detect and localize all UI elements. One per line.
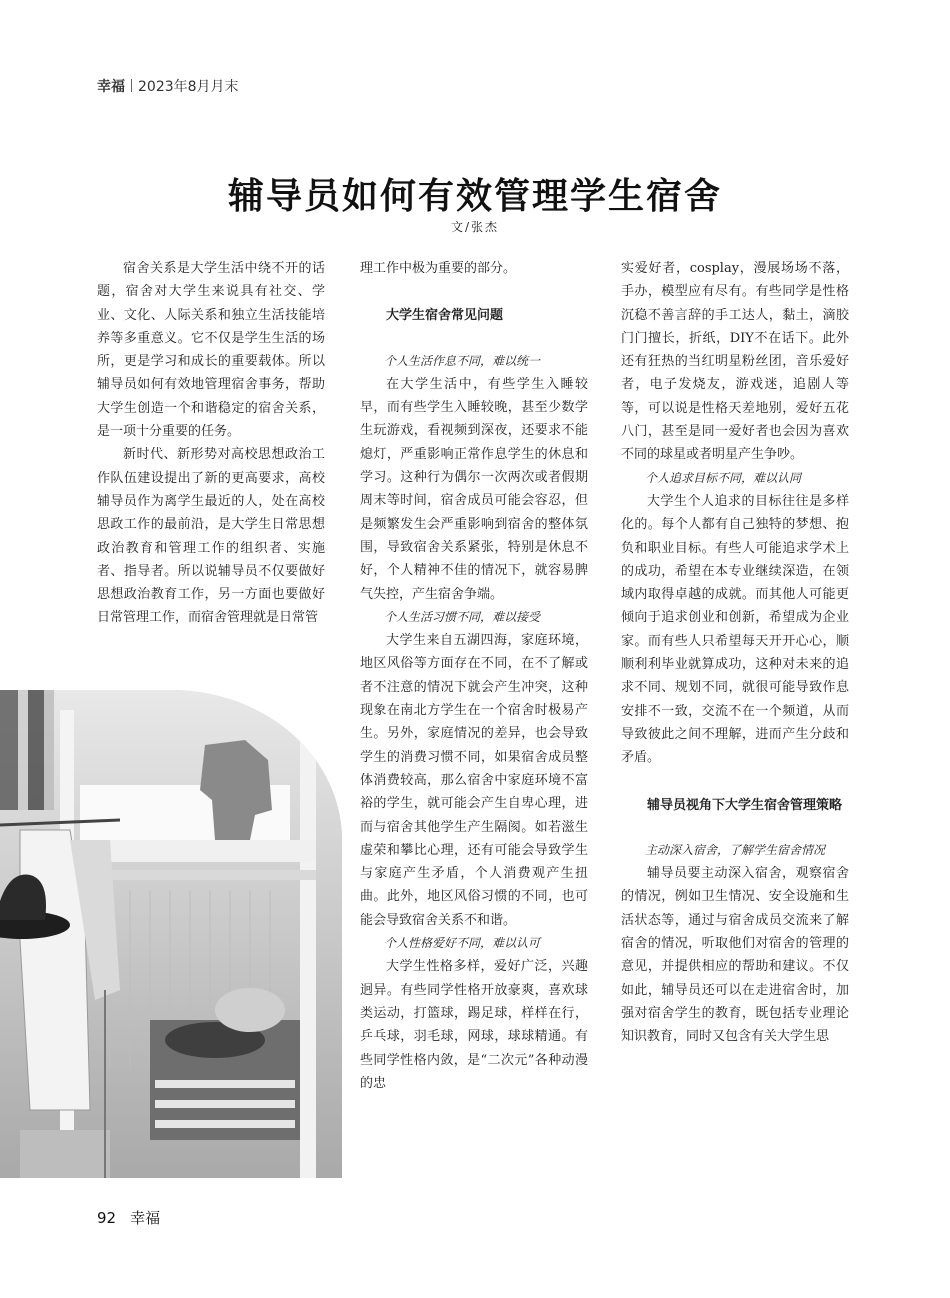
paragraph: 理工作中极为重要的部分。	[360, 261, 517, 276]
section-heading: 大学生宿舍常见问题	[386, 308, 504, 324]
footer-magazine: 幸福	[130, 1209, 161, 1227]
header-divider	[131, 79, 132, 92]
dormitory-photo	[0, 690, 342, 1178]
paragraph: 实爱好者，cosplay，漫展场场不落，手办，模型应有尽有。有些同学是性格沉稳不善言辞的手工达人，黏土，滴胶门门擅长，折纸，DIY不在话下。此外还有狂热的当红明星粉丝团，音乐爱好者，电子发烧友，游戏迷，追剧人等等，可以说是性格天差地别，爱好五花八门，甚至是同一爱好者也会因为喜欢不同的球星或者明星产生争吵。	[621, 261, 849, 463]
header-magazine: 幸福	[97, 79, 125, 95]
paragraph: 辅导员要主动深入宿舍，观察宿舍的情况，例如卫生情况、安全设施和生活状态等，通过与宿舍成员交流来了解宿舍的情况，听取他们对宿舍的管理的意见，并提供相应的帮助和建议。不仅如此，辅导员还可以在走进宿舍时，加强对宿舍学生的教育，既包括专业理论知识教育，同时又包含有关大学生思	[621, 866, 849, 1045]
article-title: 辅导员如何有效管理学生宿舍	[227, 176, 722, 217]
subheading: 个人追求目标不同，难以认同	[645, 470, 802, 485]
header-issue: 2023年8月月末	[138, 79, 239, 95]
text-column-2	[360, 257, 588, 1095]
paragraph: 新时代、新形势对高校思想政治工作队伍建设提出了新的更高要求，高校辅导员作为离学生最近的人，处在高校思政工作的最前沿，是大学生日常思想政治教育和管理工作的组织者、实施者、指导者。所以说辅导员不仅要做好思想政治教育工作，另一方面也要做好日常管理工作，而宿舍管理就是日常管	[97, 447, 325, 626]
section-heading: 辅导员视角下大学生宿舍管理策略	[647, 797, 843, 813]
paragraph: 宿舍关系是大学生活中绕不开的话题，宿舍对大学生来说具有社交、学业、文化、人际关系和独立生活技能培养等多重意义。它不仅是学生生活的场所，更是学习和成长的重要载体。所以辅导员如何有效地管理宿舍事务，帮助大学生创造一个和谐稳定的宿舍关系，是一项十分重要的任务。	[97, 261, 325, 440]
article-author: 文/张杰	[450, 220, 500, 234]
subheading: 个人生活作息不同，难以统一	[384, 353, 541, 368]
text-column-3	[621, 257, 849, 1049]
page-number: 92	[97, 1209, 117, 1227]
bunk-bed-illustration	[0, 690, 342, 1178]
subheading: 个人性格爱好不同，难以认可	[384, 936, 541, 951]
running-header	[97, 76, 239, 96]
text-column-1	[97, 257, 325, 630]
subheading: 个人生活习惯不同，难以接受	[384, 609, 541, 624]
paragraph: 在大学生活中，有些学生入睡较早，而有些学生入睡较晚，甚至少数学生玩游戏，看视频到深夜，还要求不能熄灯，严重影响正常作息学生的休息和学习。这种行为偶尔一次两次或者假期周末等时间，宿舍成员可能会容忍，但是频繁发生会严重影响到宿舍的整体氛围，导致宿舍关系紧张，特别是休息不好，个人精神不佳的情况下，就容易脾气失控，产生宿舍争端。	[360, 376, 588, 602]
paragraph: 大学生来自五湖四海，家庭环境，地区风俗等方面存在不同，在不了解或者不注意的情况下就会产生冲突，这种现象在南北方学生在一个宿舍时极易产生。另外，家庭情况的差异，也会导致学生的消费习惯不同，如果宿舍成员整体消费较高，那么宿舍中家庭环境不富裕的学生，就可能会产生自卑心理，进而与宿舍其他学生产生隔阂。如若滋生虚荣和攀比心理，还有可能会导致学生与家庭产生矛盾，个人消费观产生扭曲。此外，地区风俗习惯的不同，也可能会导致宿舍关系不和谐。	[360, 633, 588, 928]
paragraph: 大学生个人追求的目标往往是多样化的。每个人都有自己独特的梦想、抱负和职业目标。有些人可能追求学术上的成功，希望在本专业继续深造，在领域内取得卓越的成就。而其他人可能更倾向于追求创业和创新，希望成为企业家。而有些人只希望每天开开心心，顺顺利利毕业就算成功，这种对未来的追求不同、规划不同，就很可能导致作息安排不一致，交流不在一个频道，从而导致彼此之间不理解，进而产生分歧和矛盾。	[621, 493, 849, 766]
page-footer	[97, 1207, 160, 1228]
paragraph: 大学生性格多样，爱好广泛，兴趣迥异。有些同学性格开放豪爽，喜欢球类运动，打篮球，踢足球，样样在行，乒乓球，羽毛球，网球，球球精通。有些同学性格内敛，是“二次元”各种动漫的忠	[360, 959, 588, 1091]
subheading: 主动深入宿舍，了解学生宿舍情况	[645, 842, 826, 857]
